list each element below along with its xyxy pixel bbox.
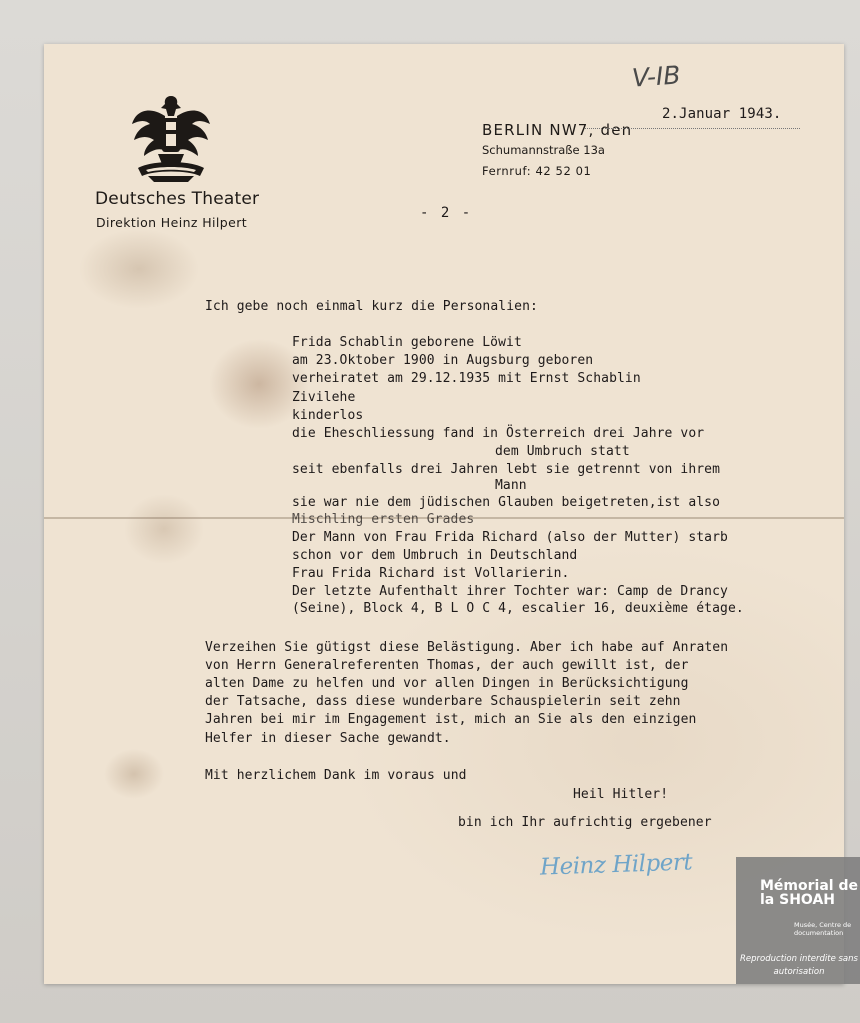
body-paragraph-line: alten Dame zu helfen und vor allen Dingen in Berücksichtigung — [205, 676, 689, 691]
letterhead-city: BERLIN NW7, den — [482, 121, 633, 139]
archive-handwritten-note: V-IB — [631, 60, 682, 93]
letterhead-street: Schumannstraße 13a — [482, 143, 605, 157]
personalien-line: Frau Frida Richard ist Vollarierin. — [292, 566, 570, 581]
personalien-line: am 23.Oktober 1900 in Augsburg geboren — [292, 353, 594, 368]
page-number: - 2 - — [420, 205, 473, 221]
personalien-line: seit ebenfalls drei Jahren lebt sie getrennt von ihrem — [292, 462, 721, 477]
letter-date: 2.Januar 1943. — [662, 106, 782, 122]
personalien-line: sie war nie dem jüdischen Glauben beigetreten,ist also — [292, 495, 721, 510]
closing-ergebener: bin ich Ihr aufrichtig ergebener — [458, 815, 712, 830]
stamp-logo: Mémorial de la SHOAH — [760, 878, 858, 908]
stamp-notice: Reproduction interdite sans autorisation — [740, 954, 858, 977]
personalien-line: Mann — [495, 478, 527, 493]
memorial-shoah-stamp — [736, 857, 860, 984]
body-paragraph-line: Verzeihen Sie gütigst diese Belästigung. Aber ich habe auf Anraten — [205, 640, 729, 655]
date-dotted-line — [585, 128, 800, 129]
body-paragraph-line: Jahren bei mir im Engagement ist, mich an Sie als den einzigen — [205, 712, 697, 727]
personalien-line: dem Umbruch statt — [495, 444, 630, 459]
personalien-line: Der letzte Aufenthalt ihrer Tochter war: Camp de Drancy — [292, 584, 728, 599]
intro-line: Ich gebe noch einmal kurz die Personalien: — [205, 299, 538, 314]
closing-salute: Heil Hitler! — [573, 787, 669, 802]
personalien-line: verheiratet am 29.12.1935 mit Ernst Schablin — [292, 371, 641, 386]
handwritten-signature: Heinz Hilpert — [539, 849, 693, 881]
personalien-line: Mischling ersten Grades — [292, 512, 475, 527]
letterhead-phone: Fernruf: 42 52 01 — [482, 164, 592, 178]
stamp-subtitle: Musée, Centre de documentation — [794, 921, 852, 937]
eagle-emblem-icon — [128, 90, 214, 186]
personalien-line: (Seine), Block 4, B L O C 4, escalier 16, deuxième étage. — [292, 601, 744, 616]
personalien-line: Der Mann von Frau Frida Richard (also der Mutter) starb — [292, 530, 728, 545]
personalien-line: Frida Schablin geborene Löwit — [292, 335, 522, 350]
theater-name: Deutsches Theater — [95, 189, 260, 209]
body-paragraph-line: Helfer in dieser Sache gewandt. — [205, 731, 451, 746]
personalien-line: Zivilehe — [292, 390, 356, 405]
personalien-line: schon vor dem Umbruch in Deutschland — [292, 548, 578, 563]
body-paragraph-line: der Tatsache, dass diese wunderbare Schauspielerin seit zehn — [205, 694, 681, 709]
closing-thanks: Mit herzlichem Dank im voraus und — [205, 768, 467, 783]
theater-direction: Direktion Heinz Hilpert — [96, 215, 248, 230]
personalien-line: kinderlos — [292, 408, 364, 423]
personalien-line: die Eheschliessung fand in Österreich drei Jahre vor — [292, 426, 705, 441]
body-paragraph-line: von Herrn Generalreferenten Thomas, der auch gewillt ist, der — [205, 658, 689, 673]
